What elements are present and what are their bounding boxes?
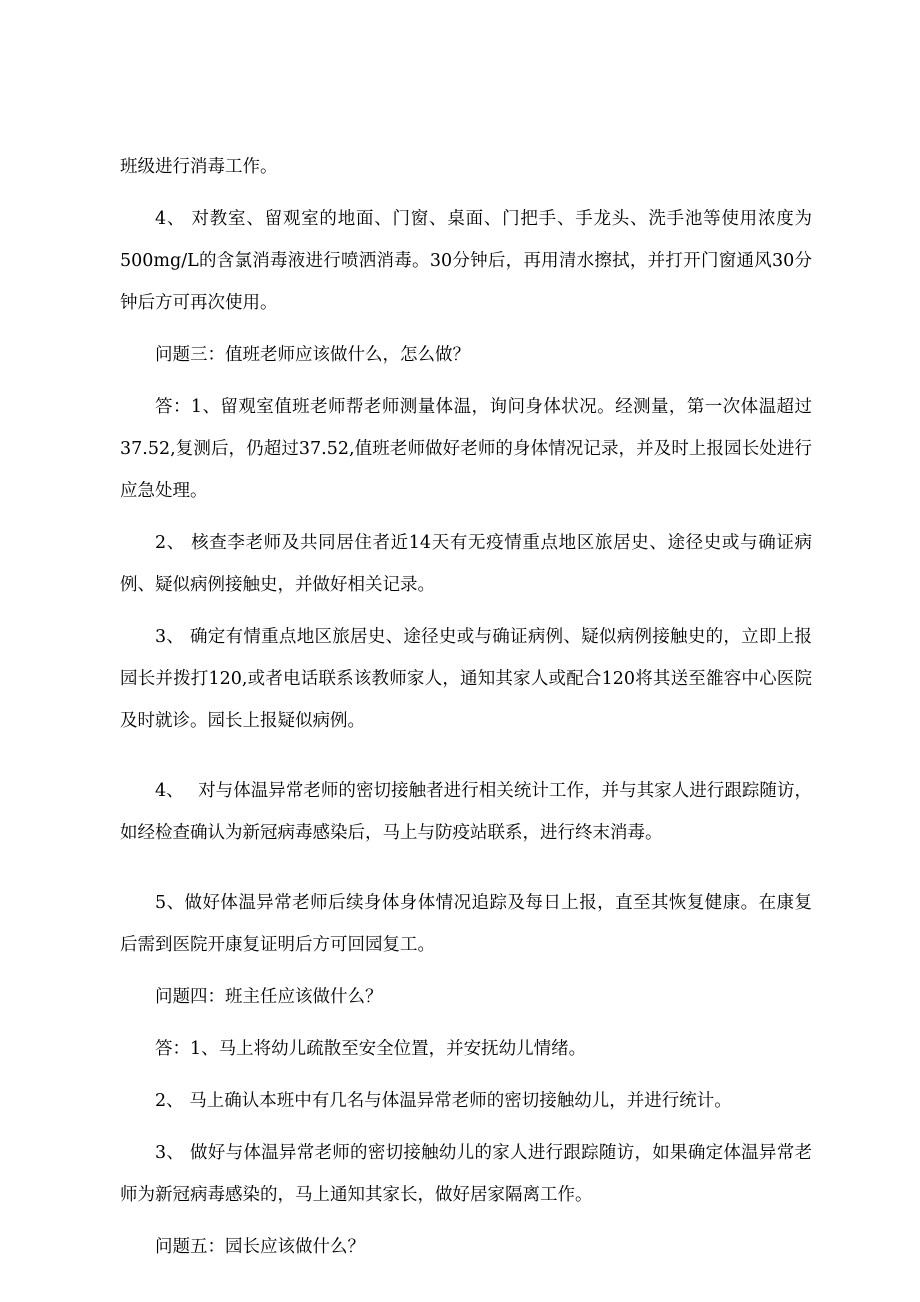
answer-four-step-1: 答：1、马上将幼儿疏散至安全位置，并安抚幼儿情绪。 bbox=[155, 1039, 587, 1059]
question-four-heading: 问题四：班主任应该做什么？ bbox=[155, 987, 383, 1007]
answer-three-step-4: 4、 对与体温异常老师的密切接触者进行相关统计工作，并与其家人进行跟踪随访，如经检查确认为新冠病毒感染后，马上与防疫站联系，进行终末消毒。 bbox=[120, 781, 812, 843]
answer-three-step-1: 答：1、留观室值班老师帮老师测量体温，询问身体状况。经测量，第一次体温超过37.52,复测后，仍超过37.52,值班老师做好老师的身体情况记录，并及时上报园长处进行应急处理。 bbox=[120, 397, 812, 501]
paragraph-disinfection-step-4: 4、 对教室、留观室的地面、门窗、桌面、门把手、手龙头、洗手池等使用浓度为500mg/L的含氯消毒液进行喷洒消毒。30分钟后，再用清水擦拭，并打开门窗通风30分钟后方可再次使用。 bbox=[120, 209, 812, 313]
paragraph-continuation: 班级进行消毒工作。 bbox=[120, 157, 278, 177]
answer-three-step-5: 5、做好体温异常老师后续身体身体情况追踪及每日上报，直至其恢复健康。在康复后需到医院开康复证明后方可回园复工。 bbox=[120, 893, 812, 955]
question-three-heading: 问题三：值班老师应该做什么，怎么做？ bbox=[155, 345, 470, 365]
answer-four-step-3: 3、 做好与体温异常老师的密切接触幼儿的家人进行跟踪随访，如果确定体温异常老师为新冠病毒感染的，马上通知其家长，做好居家隔离工作。 bbox=[120, 1143, 812, 1205]
document-body bbox=[120, 146, 812, 1268]
question-five-heading: 问题五：园长应该做什么？ bbox=[155, 1237, 365, 1257]
answer-three-step-3: 3、 确定有情重点地区旅居史、途径史或与确证病例、疑似病例接触史的，立即上报园长并拨打120,或者电话联系该教师家人，通知其家人或配合120将其送至雒容中心医院及时就诊。园长上报疑似病例。 bbox=[120, 627, 812, 731]
answer-four-step-2: 2、 马上确认本班中有几名与体温异常老师的密切接触幼儿，并进行统计。 bbox=[155, 1091, 732, 1111]
answer-three-step-2: 2、 核查李老师及共同居住者近14天有无疫情重点地区旅居史、途径史或与确证病例、疑似病例接触史，并做好相关记录。 bbox=[120, 533, 812, 595]
